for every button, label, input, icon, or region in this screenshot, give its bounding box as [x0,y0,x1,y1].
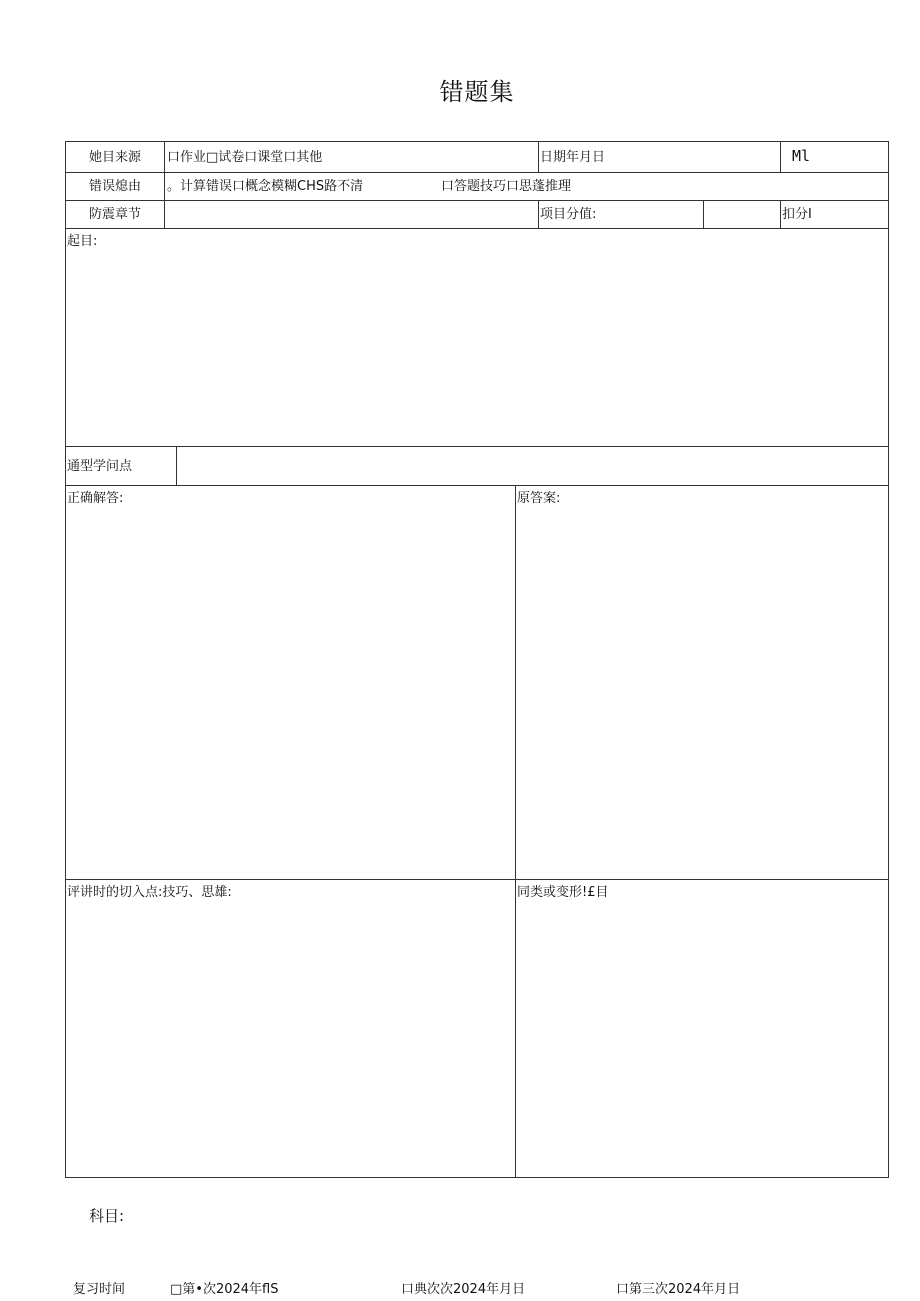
score-label: 项目分值: [540,207,597,222]
error-record-form [65,141,889,1178]
reason-options-a: 。计算错误口概念模糊CHS路不清 [167,179,364,194]
row-divider [66,228,888,229]
row-divider [66,172,888,173]
page-title: 错题集 [439,78,515,106]
reason-options-b: 口答题技巧口思蓬推理 [441,179,572,194]
deduct-label: 扣分I [782,207,812,222]
source-options: 口作业□试卷口课堂口其他 [167,150,323,165]
col-divider [780,200,781,228]
chapter-label: 防震章节 [88,207,141,222]
knowledge-label: 通型学问点 [67,459,133,474]
review-third: 口第三次2024年月日 [616,1282,741,1297]
row-divider [66,446,888,447]
row-divider [66,485,888,486]
date-label: 日期年月日 [540,150,606,165]
col-divider [515,485,516,1178]
review-time-label: 复习时间 [73,1282,126,1297]
col-divider [703,200,704,228]
review-first: □第•次2024年flS [170,1282,279,1297]
col-divider [538,142,539,172]
col-divider [780,142,781,172]
row-divider [66,879,888,880]
subject-label: 科目: [89,1207,125,1225]
col-divider [176,446,177,485]
similar-question-label: 同类或变形!£目 [517,885,609,900]
original-answer-label: 原答案: [517,491,561,506]
col-divider [164,142,165,228]
row-divider [66,200,888,201]
breakthrough-label: 评讲时的切入点:技巧、思雄: [67,885,232,900]
question-label: 起目: [67,234,98,249]
review-second: 口典次次2024年月日 [401,1282,526,1297]
correct-answer-label: 正确解答: [67,491,124,506]
top-right-mark: Ml [792,147,811,165]
col-divider [538,200,539,228]
reason-label: 错误熄由 [88,179,141,194]
source-label: 她目来源 [88,150,141,165]
